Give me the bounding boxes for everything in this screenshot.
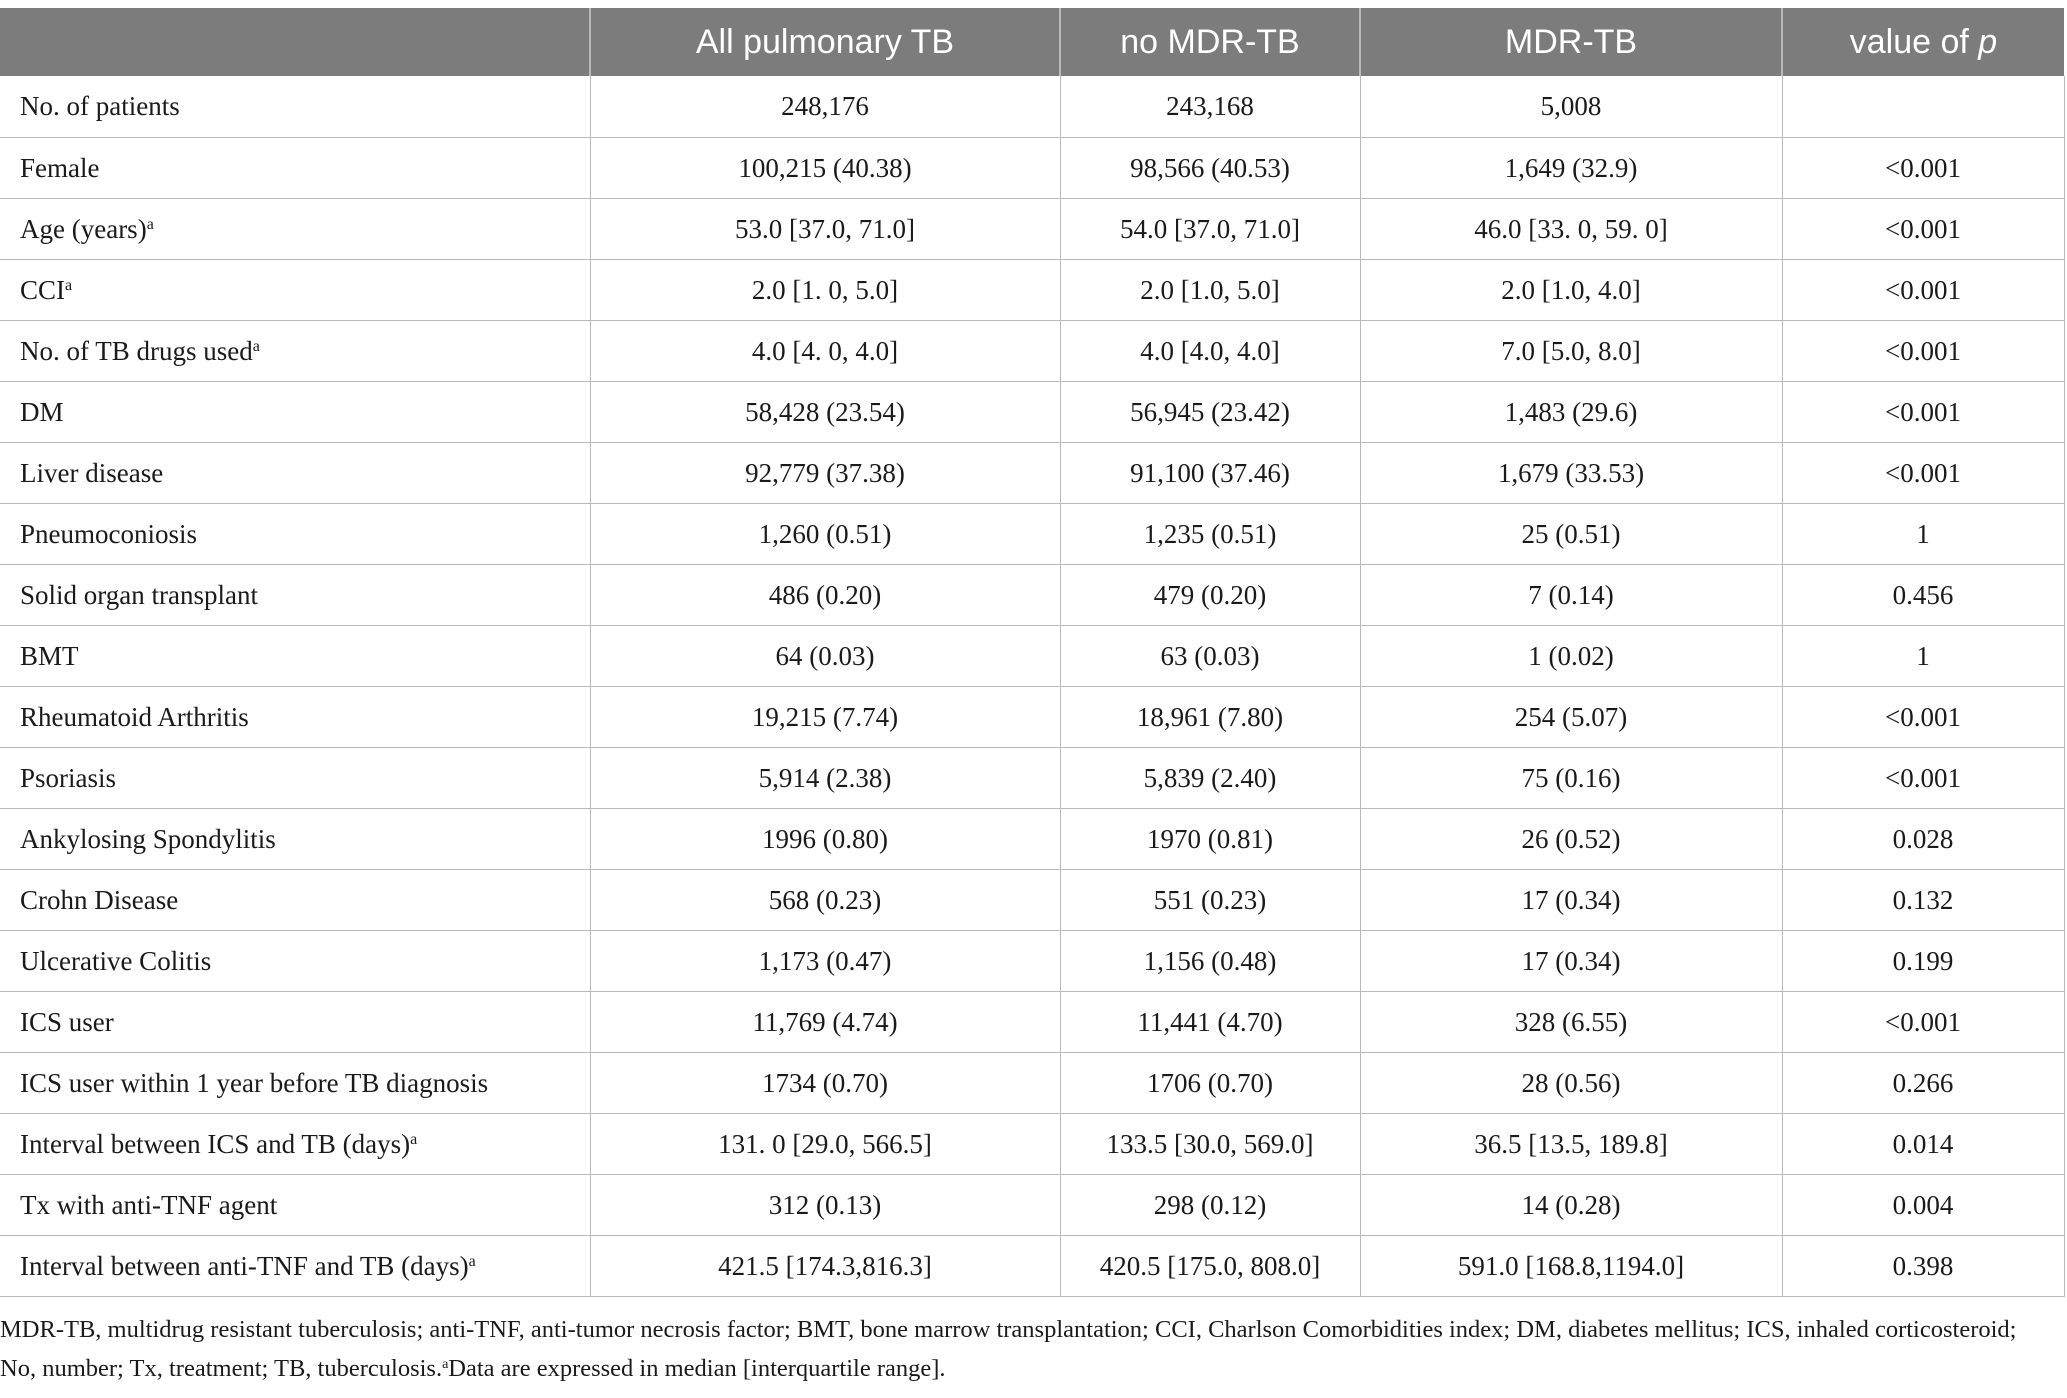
cell-all-pulmonary-tb: [590, 992, 1060, 1053]
cell-no-mdr-tb-text: 2.0 [1.0, 5.0]: [1140, 274, 1280, 305]
cell-p-value-text: 0.456: [1892, 579, 1954, 610]
table-row: [0, 382, 2064, 443]
label-superscript: a: [410, 1130, 418, 1148]
cell-all-pulmonary-tb: [590, 382, 1060, 443]
row-label-text: Psoriasis: [20, 762, 117, 793]
cell-no-mdr-tb: [1060, 626, 1360, 687]
cell-no-mdr-tb-text: 479 (0.20): [1153, 579, 1267, 610]
row-label-text: Solid organ transplant: [20, 579, 258, 610]
cell-all-pulmonary-tb: [590, 565, 1060, 626]
cell-all-pulmonary-tb: [590, 1053, 1060, 1114]
cell-mdr-tb: [1360, 626, 1782, 687]
cell-no-mdr-tb: [1060, 1114, 1360, 1175]
cell-all-pulmonary-tb-text: 5,914 (2.38): [758, 762, 892, 793]
cell-mdr-tb-text: 1,483 (29.6): [1504, 396, 1638, 427]
cell-all-pulmonary-tb-text: 312 (0.13): [768, 1189, 882, 1220]
row-label: [0, 565, 590, 626]
cell-no-mdr-tb: [1060, 931, 1360, 992]
row-label: [0, 382, 590, 443]
cell-all-pulmonary-tb: [590, 1236, 1060, 1297]
cell-all-pulmonary-tb-text: 19,215 (7.74): [751, 701, 899, 732]
cell-all-pulmonary-tb: [590, 870, 1060, 931]
label-superscript: a: [468, 1252, 476, 1270]
cell-all-pulmonary-tb-text: 53.0 [37.0, 71.0]: [735, 213, 915, 244]
cell-all-pulmonary-tb: [590, 504, 1060, 565]
table-row: [0, 138, 2064, 199]
row-label-text: Ulcerative Colitis: [20, 945, 212, 976]
cell-p-value: [1782, 504, 2064, 565]
cell-mdr-tb-text: 36.5 [13.5, 189.8]: [1474, 1128, 1668, 1159]
cell-no-mdr-tb-text: 133.5 [30.0, 569.0]: [1106, 1128, 1314, 1159]
cell-no-mdr-tb-text: 1970 (0.81): [1147, 823, 1273, 854]
cell-mdr-tb: [1360, 1236, 1782, 1297]
cell-mdr-tb: [1360, 931, 1782, 992]
cell-p-value-text: <0.001: [1885, 457, 1961, 488]
cell-mdr-tb-text: 328 (6.55): [1514, 1006, 1628, 1037]
row-label-text: No. of TB drugs used: [20, 335, 253, 366]
cell-all-pulmonary-tb-text: 58,428 (23.54): [745, 396, 905, 427]
cell-mdr-tb: [1360, 1053, 1782, 1114]
cell-all-pulmonary-tb: [590, 199, 1060, 260]
cell-all-pulmonary-tb: [590, 1114, 1060, 1175]
row-label-text: No. of patients: [20, 91, 180, 121]
cell-no-mdr-tb-text: 420.5 [175.0, 808.0]: [1099, 1250, 1321, 1281]
cell-all-pulmonary-tb-text: 131. 0 [29.0, 566.5]: [718, 1128, 932, 1159]
row-label-text: ICS user within 1 year before TB diagnosis: [20, 1067, 489, 1098]
table-row: [0, 1236, 2064, 1297]
row-label: [0, 138, 590, 199]
cell-all-pulmonary-tb: [590, 443, 1060, 504]
cell-mdr-tb-text: 28 (0.56): [1521, 1067, 1621, 1098]
cell-no-mdr-tb-text: 91,100 (37.46): [1130, 457, 1290, 488]
cell-no-mdr-tb: [1060, 382, 1360, 443]
label-superscript: a: [65, 276, 73, 294]
label-superscript: a: [252, 337, 260, 355]
cell-no-mdr-tb: [1060, 1236, 1360, 1297]
table-header: [0, 8, 2064, 76]
cell-mdr-tb-text: 25 (0.51): [1521, 518, 1621, 549]
cell-mdr-tb: [1360, 1175, 1782, 1236]
cell-p-value-text: <0.001: [1885, 213, 1961, 244]
row-label: [0, 321, 590, 382]
row-label: [0, 809, 590, 870]
cell-no-mdr-tb-text: 1,156 (0.48): [1143, 945, 1277, 976]
cell-all-pulmonary-tb-text: 1,173 (0.47): [758, 945, 892, 976]
row-label: [0, 76, 590, 138]
cell-all-pulmonary-tb: [590, 687, 1060, 748]
table-row: [0, 76, 2064, 138]
row-label-text: Ankylosing Spondylitis: [20, 823, 276, 854]
cell-p-value: [1782, 382, 2064, 443]
cell-all-pulmonary-tb-text: 1734 (0.70): [762, 1067, 888, 1098]
cell-mdr-tb: [1360, 260, 1782, 321]
table-footnote: [0, 1310, 2050, 1388]
cell-mdr-tb-text: 1 (0.02): [1528, 640, 1614, 671]
row-label: [0, 1114, 590, 1175]
row-label: [0, 504, 590, 565]
cell-p-value-text: 0.014: [1892, 1128, 1954, 1159]
cell-p-value: [1782, 321, 2064, 382]
header-p-italic: p: [1978, 22, 1998, 61]
cell-mdr-tb-text: 46.0 [33. 0, 59. 0]: [1474, 213, 1668, 244]
row-label-text: BMT: [20, 640, 79, 671]
cell-mdr-tb-text: 254 (5.07): [1514, 701, 1628, 732]
cell-p-value: [1782, 76, 2064, 138]
cell-no-mdr-tb-text: 551 (0.23): [1153, 884, 1267, 915]
cell-no-mdr-tb: [1060, 1175, 1360, 1236]
row-label: [0, 626, 590, 687]
cell-all-pulmonary-tb: [590, 626, 1060, 687]
row-label: [0, 260, 590, 321]
cell-p-value: [1782, 809, 2064, 870]
cell-p-value: [1782, 260, 2064, 321]
row-label-text: Age (years): [20, 213, 147, 244]
cell-mdr-tb: [1360, 748, 1782, 809]
cell-all-pulmonary-tb: [590, 76, 1060, 138]
row-label-text: CCI: [20, 274, 66, 305]
table-row: [0, 931, 2064, 992]
header-all-pulmonary-tb: All pulmonary TB: [590, 8, 1060, 76]
cell-no-mdr-tb: [1060, 199, 1360, 260]
cell-all-pulmonary-tb-text: 100,215 (40.38): [738, 152, 912, 183]
cell-all-pulmonary-tb-text: 4.0 [4. 0, 4.0]: [751, 335, 899, 366]
cell-no-mdr-tb: [1060, 443, 1360, 504]
cell-p-value-text: 1: [1916, 640, 1930, 671]
cell-mdr-tb: [1360, 809, 1782, 870]
cell-mdr-tb-text: 17 (0.34): [1521, 945, 1621, 976]
cell-p-value-text: <0.001: [1885, 762, 1961, 793]
row-label-text: Female: [20, 152, 100, 183]
cell-p-value-text: 0.199: [1892, 945, 1954, 976]
row-label-text: Interval between ICS and TB (days): [20, 1128, 411, 1159]
row-label: [0, 1053, 590, 1114]
label-superscript: a: [146, 215, 154, 233]
cell-all-pulmonary-tb-text: 64 (0.03): [775, 640, 875, 671]
cell-all-pulmonary-tb: [590, 748, 1060, 809]
table-row: [0, 1053, 2064, 1114]
cell-mdr-tb: [1360, 382, 1782, 443]
cell-mdr-tb: [1360, 138, 1782, 199]
table-row: [0, 748, 2064, 809]
table-row: [0, 992, 2064, 1053]
row-label: [0, 748, 590, 809]
table-body: [0, 76, 2064, 1297]
cell-all-pulmonary-tb: [590, 931, 1060, 992]
table-row: [0, 199, 2064, 260]
cell-mdr-tb-text: 1,679 (33.53): [1497, 457, 1645, 488]
cell-no-mdr-tb: [1060, 748, 1360, 809]
cell-p-value: [1782, 626, 2064, 687]
cell-no-mdr-tb: [1060, 504, 1360, 565]
cell-mdr-tb: [1360, 992, 1782, 1053]
cell-p-value: [1782, 1236, 2064, 1297]
cell-all-pulmonary-tb: [590, 138, 1060, 199]
header-p-value: [1782, 8, 2064, 76]
cell-no-mdr-tb-text: 18,961 (7.80): [1136, 701, 1284, 732]
cell-no-mdr-tb-text: 56,945 (23.42): [1130, 396, 1290, 427]
row-label: [0, 931, 590, 992]
cell-all-pulmonary-tb: [590, 1175, 1060, 1236]
cell-all-pulmonary-tb-text: 1996 (0.80): [762, 823, 888, 854]
cell-mdr-tb: [1360, 199, 1782, 260]
cell-all-pulmonary-tb-text: 248,176: [781, 91, 869, 121]
header-no-mdr-tb: no MDR-TB: [1060, 8, 1360, 76]
row-label-text: Liver disease: [20, 457, 164, 488]
footnote-tail: Data are expressed in median [interquartile range].: [448, 1355, 946, 1382]
cell-no-mdr-tb: [1060, 1053, 1360, 1114]
cell-mdr-tb: [1360, 504, 1782, 565]
row-label: [0, 687, 590, 748]
cell-all-pulmonary-tb-text: 2.0 [1. 0, 5.0]: [751, 274, 899, 305]
characteristics-table: [0, 8, 2065, 1297]
table-container: [0, 8, 2067, 1297]
cell-p-value: [1782, 870, 2064, 931]
row-label-text: Pneumoconiosis: [20, 518, 198, 549]
cell-no-mdr-tb-text: 1,235 (0.51): [1143, 518, 1277, 549]
cell-mdr-tb: [1360, 76, 1782, 138]
cell-no-mdr-tb: [1060, 138, 1360, 199]
header-mdr-tb: MDR-TB: [1360, 8, 1782, 76]
cell-p-value-text: 0.132: [1892, 884, 1954, 915]
cell-mdr-tb-text: 7 (0.14): [1528, 579, 1614, 610]
cell-all-pulmonary-tb-text: 568 (0.23): [768, 884, 882, 915]
cell-p-value-text: 0.398: [1892, 1250, 1954, 1281]
row-label: [0, 1236, 590, 1297]
cell-p-value-text: <0.001: [1885, 274, 1961, 305]
table-row: [0, 1114, 2064, 1175]
cell-no-mdr-tb-text: 4.0 [4.0, 4.0]: [1140, 335, 1280, 366]
cell-no-mdr-tb-text: 1706 (0.70): [1147, 1067, 1273, 1098]
cell-p-value: [1782, 1175, 2064, 1236]
cell-p-value-text: <0.001: [1885, 335, 1961, 366]
cell-mdr-tb-text: 591.0 [168.8,1194.0]: [1457, 1250, 1685, 1281]
cell-p-value: [1782, 1114, 2064, 1175]
cell-no-mdr-tb: [1060, 870, 1360, 931]
row-label-text: ICS user: [20, 1006, 114, 1037]
cell-no-mdr-tb: [1060, 809, 1360, 870]
footnote-sup: a: [442, 1357, 449, 1372]
cell-mdr-tb-text: 7.0 [5.0, 8.0]: [1501, 335, 1641, 366]
cell-p-value-text: <0.001: [1885, 1006, 1961, 1037]
cell-mdr-tb-text: 75 (0.16): [1521, 762, 1621, 793]
cell-no-mdr-tb-text: 54.0 [37.0, 71.0]: [1120, 213, 1300, 244]
header-p-value-text: value of: [1849, 22, 1979, 61]
cell-mdr-tb-text: 14 (0.28): [1521, 1189, 1621, 1220]
cell-no-mdr-tb: [1060, 992, 1360, 1053]
row-label: [0, 1175, 590, 1236]
table-row: [0, 260, 2064, 321]
cell-all-pulmonary-tb: [590, 260, 1060, 321]
cell-p-value: [1782, 992, 2064, 1053]
cell-no-mdr-tb-text: 298 (0.12): [1153, 1189, 1267, 1220]
cell-all-pulmonary-tb-text: 486 (0.20): [768, 579, 882, 610]
cell-p-value: [1782, 565, 2064, 626]
cell-p-value: [1782, 931, 2064, 992]
cell-p-value: [1782, 443, 2064, 504]
row-label: [0, 870, 590, 931]
cell-p-value: [1782, 1053, 2064, 1114]
table-row: [0, 809, 2064, 870]
cell-no-mdr-tb: [1060, 687, 1360, 748]
table-row: [0, 626, 2064, 687]
cell-p-value: [1782, 199, 2064, 260]
cell-mdr-tb: [1360, 687, 1782, 748]
cell-all-pulmonary-tb-text: 1,260 (0.51): [758, 518, 892, 549]
cell-mdr-tb-text: 26 (0.52): [1521, 823, 1621, 854]
cell-mdr-tb-text: 17 (0.34): [1521, 884, 1621, 915]
cell-p-value: [1782, 748, 2064, 809]
cell-no-mdr-tb-text: 11,441 (4.70): [1137, 1006, 1283, 1037]
row-label: [0, 992, 590, 1053]
cell-no-mdr-tb: [1060, 76, 1360, 138]
cell-p-value-text: <0.001: [1885, 152, 1961, 183]
cell-no-mdr-tb: [1060, 321, 1360, 382]
row-label: [0, 199, 590, 260]
footnote-text: MDR-TB, multidrug resistant tuberculosis; anti-TNF, anti-tumor necrosis factor; BMT, bone marrow transplantation; CCI, Charlson Comorbidities index; DM, diabetes mellitus; ICS, inhaled corticosteroid; No, number; Tx, treatment; TB, tuberculosis.: [0, 1316, 2017, 1382]
table-row: [0, 1175, 2064, 1236]
cell-mdr-tb-text: 2.0 [1.0, 4.0]: [1501, 274, 1641, 305]
cell-all-pulmonary-tb-text: 421.5 [174.3,816.3]: [718, 1250, 932, 1281]
table-row: [0, 870, 2064, 931]
cell-p-value-text: 0.266: [1892, 1067, 1954, 1098]
row-label-text: Interval between anti-TNF and TB (days): [20, 1250, 469, 1281]
cell-p-value-text: 0.028: [1892, 823, 1954, 854]
table-row: [0, 687, 2064, 748]
cell-p-value: [1782, 138, 2064, 199]
cell-no-mdr-tb-text: 63 (0.03): [1160, 640, 1260, 671]
table-row: [0, 321, 2064, 382]
cell-mdr-tb-text: 1,649 (32.9): [1504, 152, 1638, 183]
header-variable: [0, 8, 590, 76]
cell-p-value-text: 0.004: [1892, 1189, 1954, 1220]
cell-all-pulmonary-tb: [590, 809, 1060, 870]
cell-no-mdr-tb: [1060, 565, 1360, 626]
cell-p-value-text: 1: [1916, 518, 1930, 549]
cell-mdr-tb: [1360, 443, 1782, 504]
cell-all-pulmonary-tb-text: 11,769 (4.74): [752, 1006, 898, 1037]
cell-mdr-tb: [1360, 1114, 1782, 1175]
row-label-text: Tx with anti-TNF agent: [20, 1189, 278, 1220]
cell-p-value-text: <0.001: [1885, 701, 1961, 732]
cell-no-mdr-tb: [1060, 260, 1360, 321]
row-label: [0, 443, 590, 504]
cell-mdr-tb: [1360, 565, 1782, 626]
table-row: [0, 565, 2064, 626]
cell-no-mdr-tb-text: 98,566 (40.53): [1130, 152, 1290, 183]
cell-no-mdr-tb-text: 243,168: [1166, 91, 1254, 121]
table-row: [0, 504, 2064, 565]
row-label-text: Rheumatoid Arthritis: [20, 701, 249, 732]
cell-all-pulmonary-tb: [590, 321, 1060, 382]
table-row: [0, 443, 2064, 504]
cell-mdr-tb: [1360, 321, 1782, 382]
cell-mdr-tb: [1360, 870, 1782, 931]
cell-all-pulmonary-tb-text: 92,779 (37.38): [745, 457, 905, 488]
row-label-text: DM: [20, 396, 64, 427]
row-label-text: Crohn Disease: [20, 884, 179, 915]
cell-p-value: [1782, 687, 2064, 748]
cell-no-mdr-tb-text: 5,839 (2.40): [1143, 762, 1277, 793]
cell-p-value-text: <0.001: [1885, 396, 1961, 427]
cell-mdr-tb-text: 5,008: [1540, 91, 1602, 121]
